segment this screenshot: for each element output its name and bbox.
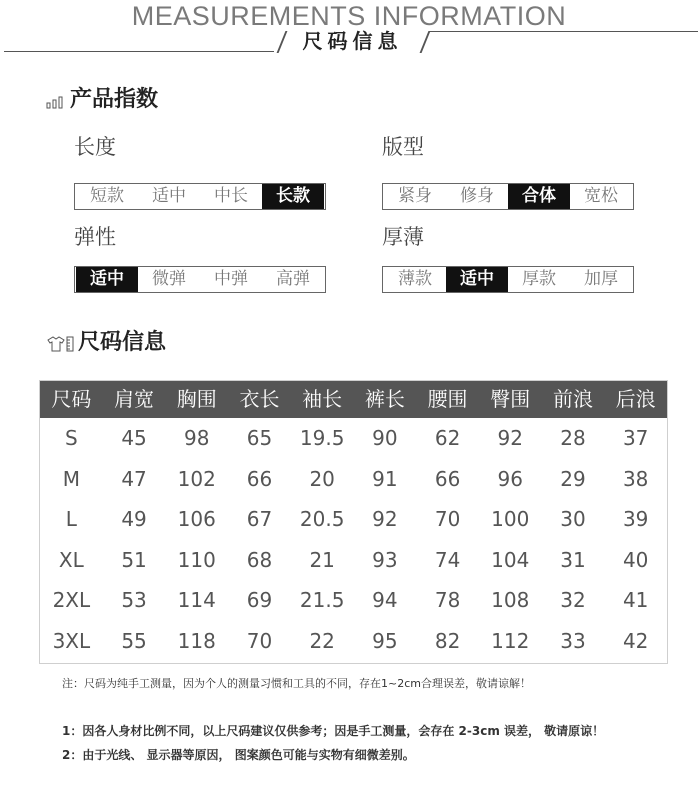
table-row: [40, 418, 667, 459]
measurement-cell: 33: [560, 628, 586, 653]
thickness-option-moderate: 适中: [446, 267, 508, 292]
size-info-title: 尺码信息: [78, 330, 167, 355]
header-title-cn: 尺码信息: [302, 29, 403, 53]
size-cell: 3XL: [52, 628, 91, 653]
elasticity-option-slight: 微弹: [152, 269, 186, 289]
measurement-cell: 100: [491, 507, 530, 531]
elasticity-option-moderate: 适中: [76, 267, 138, 292]
measurement-cell: 91: [372, 466, 398, 491]
col-header: 衣长: [239, 387, 280, 411]
measurement-cell: 39: [622, 507, 649, 531]
measurement-cell: 70: [434, 507, 461, 531]
measurement-cell: 38: [622, 466, 649, 491]
size-table-body: [40, 418, 667, 661]
measurement-cell: 94: [372, 588, 398, 612]
size-cell: XL: [58, 547, 84, 572]
bar-chart-icon: [46, 94, 64, 113]
length-option-long: 长款: [262, 184, 324, 209]
header-slash-right: [420, 31, 431, 53]
length-option-short: 短款: [90, 186, 124, 206]
col-header: 胸围: [176, 387, 217, 411]
measurement-cell: 32: [560, 588, 586, 612]
measurement-cell: 22: [309, 628, 335, 653]
elasticity-options: [74, 266, 326, 293]
length-option-regular: 适中: [152, 186, 186, 206]
col-header: 裤长: [364, 387, 405, 411]
col-header: 后浪: [615, 387, 656, 411]
measurement-cell: 106: [177, 507, 216, 531]
size-cell: S: [65, 426, 78, 450]
measurement-cell: 19.5: [299, 426, 345, 450]
thickness-label: 厚薄: [382, 225, 424, 249]
measurement-cell: 41: [622, 588, 649, 612]
measurement-cell: 78: [434, 588, 461, 612]
length-options: [74, 183, 326, 210]
measurement-cell: 21.5: [299, 588, 345, 612]
measurement-cell: 112: [491, 628, 530, 653]
thickness-options: [382, 266, 634, 293]
measurement-cell: 67: [246, 507, 273, 531]
col-header: 前浪: [552, 387, 593, 411]
elasticity-label: 弹性: [74, 225, 116, 249]
header-slash-left: [277, 31, 288, 53]
measurement-cell: 98: [184, 426, 210, 450]
col-header: 肩宽: [114, 387, 155, 411]
elasticity-option-high: 高弹: [276, 269, 310, 289]
length-label: 长度: [74, 135, 116, 159]
size-table-header: [40, 381, 667, 418]
header-divider-right: [430, 31, 698, 32]
measurement-cell: 69: [246, 588, 273, 612]
measurement-cell: 90: [372, 426, 398, 450]
measurement-cell: 40: [622, 547, 649, 572]
measurement-cell: 66: [246, 466, 273, 491]
length-option-mid-long: 中长: [214, 186, 248, 206]
measurement-cell: 42: [622, 628, 649, 653]
fit-options: [382, 183, 634, 210]
measurement-cell: 20.5: [299, 507, 345, 531]
table-row: [40, 459, 667, 500]
col-header: 臀围: [490, 387, 531, 411]
measurement-cell: 65: [246, 426, 273, 450]
measurement-cell: 92: [372, 507, 398, 531]
fit-option-tight: 紧身: [398, 186, 432, 206]
table-row: [40, 499, 667, 540]
table-row: [40, 621, 667, 662]
measurement-cell: 82: [434, 628, 461, 653]
measurement-note: 注：尺码为纯手工测量，因为个人的测量习惯和工具的不同，存在1~2cm合理误差，敬请谅解！: [62, 677, 531, 690]
disclaimer-line-2: 2：由于光线、 显示器等原因， 图案颜色可能与实物有细微差别。: [62, 748, 415, 762]
measurement-cell: 114: [177, 588, 216, 612]
fit-option-loose: 宽松: [584, 186, 618, 206]
table-row: [40, 580, 667, 621]
measurement-cell: 110: [177, 547, 216, 572]
measurement-cell: 74: [434, 547, 461, 572]
fit-option-regular: 合体: [508, 184, 570, 209]
col-header: 袖长: [302, 387, 343, 411]
measurement-cell: 55: [121, 628, 147, 653]
measurement-cell: 30: [560, 507, 586, 531]
measurement-cell: 70: [246, 628, 273, 653]
thickness-option-thick: 厚款: [522, 269, 556, 289]
measurement-cell: 93: [372, 547, 398, 572]
measurement-cell: 96: [497, 466, 523, 491]
size-cell: M: [62, 466, 80, 491]
size-cell: L: [65, 507, 77, 531]
fit-option-slim: 修身: [460, 186, 494, 206]
measurement-cell: 45: [121, 426, 147, 450]
measurement-cell: 47: [121, 466, 147, 491]
measurement-cell: 51: [121, 547, 147, 572]
size-cell: 2XL: [52, 588, 91, 612]
measurement-cell: 28: [560, 426, 586, 450]
header-title-en: MEASUREMENTS INFORMATION: [131, 1, 567, 31]
measurement-cell: 102: [177, 466, 216, 491]
elasticity-option-medium: 中弹: [214, 269, 248, 289]
measurement-cell: 53: [121, 588, 147, 612]
measurement-cell: 108: [491, 588, 530, 612]
size-table: [39, 380, 668, 664]
measurement-cell: 20: [309, 466, 335, 491]
measurement-cell: 37: [622, 426, 649, 450]
fit-label: 版型: [382, 135, 424, 159]
measurement-cell: 92: [497, 426, 523, 450]
measurement-cell: 21: [309, 547, 335, 572]
thickness-option-extra-thick: 加厚: [584, 269, 618, 289]
measurement-cell: 95: [372, 628, 398, 653]
measurement-cell: 66: [434, 466, 461, 491]
col-header: 腰围: [427, 387, 468, 411]
measurement-cell: 31: [560, 547, 586, 572]
header-divider-left: [4, 51, 274, 52]
measurement-cell: 62: [434, 426, 461, 450]
product-index-title: 产品指数: [70, 87, 159, 112]
measurement-cell: 104: [491, 547, 530, 572]
measurement-cell: 29: [560, 466, 586, 491]
measurement-cell: 118: [177, 628, 216, 653]
table-row: [40, 540, 667, 581]
thickness-option-thin: 薄款: [398, 269, 432, 289]
col-header: 尺码: [51, 387, 92, 411]
shirt-ruler-icon: [46, 335, 76, 357]
measurement-cell: 68: [246, 547, 273, 572]
measurement-cell: 49: [121, 507, 147, 531]
disclaimer-line-1: 1：因各人身材比例不同，以上尺码建议仅供参考；因是手工测量，会存在 2-3cm 误差， 敬请原谅！: [62, 724, 605, 738]
